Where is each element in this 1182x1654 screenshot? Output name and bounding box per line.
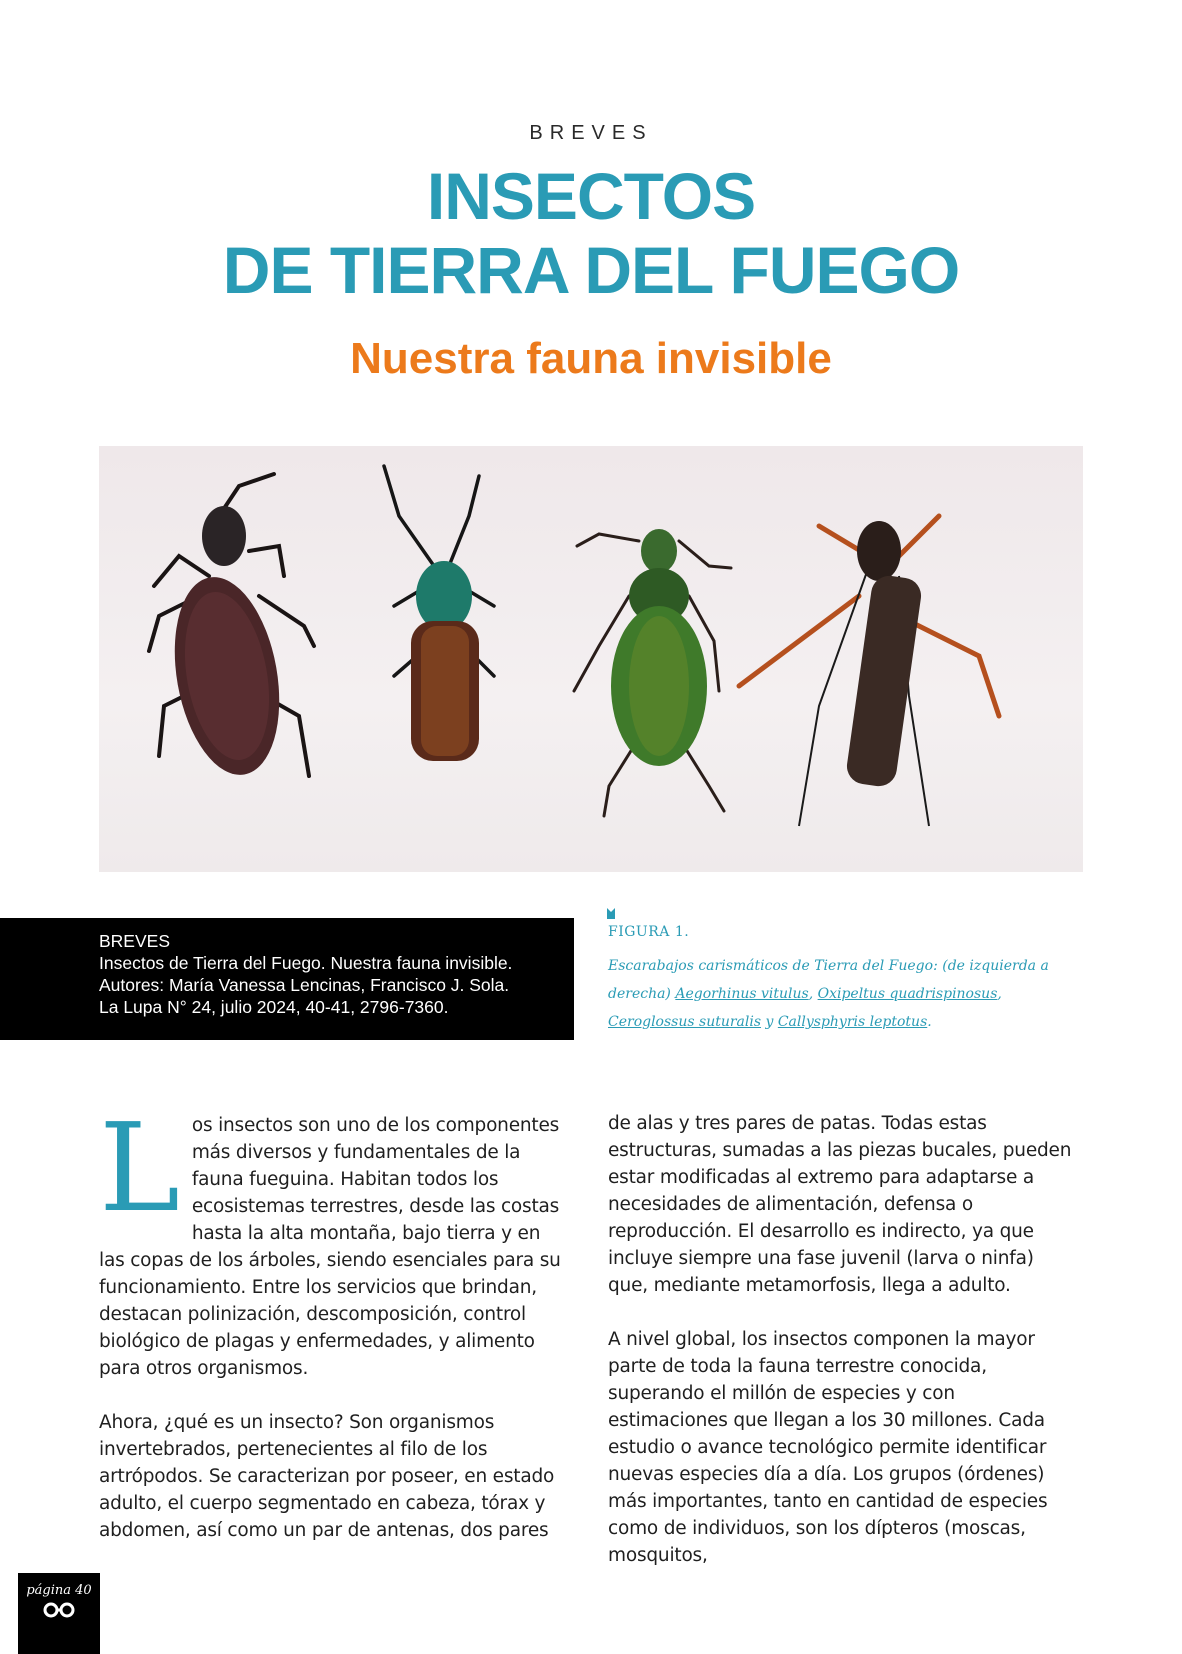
citation-title: Insectos de Tierra del Fuego. Nuestra fauna invisible. <box>99 953 513 973</box>
species-name: Callysphyris leptotus <box>777 1014 928 1030</box>
section-label: BREVES <box>529 122 653 144</box>
body-column-right <box>608 1110 1078 1596</box>
caption-separator: , <box>997 986 1002 1002</box>
citation-section: BREVES <box>99 931 170 951</box>
drop-cap: L <box>99 1097 180 1239</box>
beetle-orange-illustration <box>739 516 999 826</box>
body-column-left <box>99 1097 569 1571</box>
article-subtitle: Nuestra fauna invisible <box>350 334 832 383</box>
figure-marker-icon <box>606 906 616 920</box>
page-number: página 40 <box>26 1583 92 1598</box>
species-name: Aegorhinus vitulus <box>675 986 809 1002</box>
citation-box <box>0 918 574 1040</box>
beetle-metallic-illustration <box>384 466 494 761</box>
paragraph-text: os insectos son uno de los componentes más diversos y fundamentales de la fauna fueguina. Habitan todos los ecosistemas terrestres, desde las costas hasta la alta montaña, bajo tierra y en las copas de los árboles, siendo esenciales para su funcionamiento. Entre los servicios que brindan, destacan polinización, descomposición, control biológico de plagas y enfermedades, y alimento para otros organismos. <box>99 1115 561 1379</box>
figure-caption-intro: Escarabajos carismáticos de Tierra del Fuego: (de izquierda a derecha) <box>608 958 1049 1002</box>
beetle-green-illustration <box>574 529 731 816</box>
caption-separator: , <box>808 986 818 1002</box>
body-paragraph: de alas y tres pares de patas. Todas estas estructuras, sumadas a las piezas bucales, pueden estar modificadas al extremo para adaptarse a necesidades de alimentación, defensa o reproducción. El desarrollo es indirecto, ya que incluye siempre una fase juvenil (larva o ninfa) que, mediante metamorfosis, llega a adulto. <box>608 1113 1072 1296</box>
beetle-weevil-illustration <box>149 474 314 783</box>
body-paragraph: A nivel global, los insectos componen la mayor parte de toda la fauna terrestre conocida, superando el millón de especies y con estimaciones que llegan a los 30 millones. Cada estudio o avance tecnológico permite identificar nuevas especies día a día. Los grupos (órdenes) más importantes, tanto en cantidad de especies como de individuos, son los dípteros (moscas, mosquitos, <box>608 1329 1048 1566</box>
figure-caption <box>608 952 1088 1036</box>
caption-separator: y <box>761 1014 778 1030</box>
citation-authors: Autores: María Vanessa Lencinas, Francisco J. Sola. <box>99 975 510 995</box>
magnifier-logo-icon <box>39 1602 79 1618</box>
figure-label: FIGURA 1. <box>608 924 690 940</box>
caption-end: . <box>927 1014 932 1030</box>
body-paragraph <box>99 1097 569 1382</box>
species-name: Oxipeltus quadrispinosus <box>817 986 998 1002</box>
citation-reference: La Lupa N° 24, julio 2024, 40-41, 2796-7360. <box>99 997 449 1017</box>
article-title-line1: INSECTOS <box>426 159 756 233</box>
page-number-box <box>18 1573 100 1654</box>
beetles-photo <box>99 446 1083 872</box>
body-paragraph: Ahora, ¿qué es un insecto? Son organismos invertebrados, pertenecientes al filo de los artrópodos. Se caracterizan por poseer, en estado adulto, el cuerpo segmentado en cabeza, tórax y abdomen, así como un par de antenas, dos pares <box>99 1412 555 1541</box>
species-name: Ceroglossus suturalis <box>608 1014 762 1030</box>
article-title-line2: DE TIERRA DEL FUEGO <box>222 233 960 307</box>
